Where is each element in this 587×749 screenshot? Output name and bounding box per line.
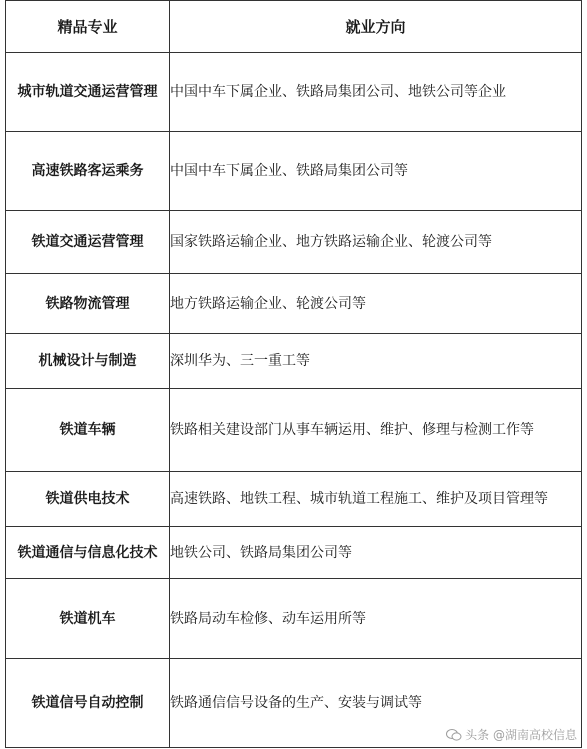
major-cell: 机械设计与制造 <box>6 334 170 389</box>
table-row <box>6 527 582 579</box>
direction-cell: 地方铁路运输企业、轮渡公司等 <box>170 274 582 334</box>
table-row <box>6 472 582 527</box>
major-cell: 铁道车辆 <box>6 389 170 472</box>
major-cell: 高速铁路客运乘务 <box>6 132 170 211</box>
direction-cell: 中国中车下属企业、铁路局集团公司等 <box>170 132 582 211</box>
watermark <box>446 726 577 743</box>
major-cell: 铁路物流管理 <box>6 274 170 334</box>
majors-table <box>5 0 582 748</box>
major-cell: 铁道交通运营管理 <box>6 211 170 274</box>
direction-cell: 国家铁路运输企业、地方铁路运输企业、轮渡公司等 <box>170 211 582 274</box>
major-cell: 铁道信号自动控制 <box>6 659 170 748</box>
table-row <box>6 389 582 472</box>
table-row <box>6 334 582 389</box>
table-row <box>6 53 582 132</box>
major-cell: 城市轨道交通运营管理 <box>6 53 170 132</box>
direction-cell: 铁路相关建设部门从事车辆运用、维护、修理与检测工作等 <box>170 389 582 472</box>
table-row <box>6 274 582 334</box>
header-row <box>6 1 582 53</box>
direction-cell: 中国中车下属企业、铁路局集团公司、地铁公司等企业 <box>170 53 582 132</box>
header-direction: 就业方向 <box>170 1 582 53</box>
wechat-icon <box>446 728 462 742</box>
header-major: 精品专业 <box>6 1 170 53</box>
table-row <box>6 132 582 211</box>
direction-cell: 高速铁路、地铁工程、城市轨道工程施工、维护及项目管理等 <box>170 472 582 527</box>
direction-cell: 铁路局动车检修、动车运用所等 <box>170 579 582 659</box>
direction-cell: 铁路通信信号设备的生产、安装与调试等 <box>170 659 582 748</box>
major-cell: 铁道通信与信息化技术 <box>6 527 170 579</box>
major-cell: 铁道供电技术 <box>6 472 170 527</box>
table-row <box>6 211 582 274</box>
direction-cell: 地铁公司、铁路局集团公司等 <box>170 527 582 579</box>
direction-cell: 深圳华为、三一重工等 <box>170 334 582 389</box>
table-row <box>6 579 582 659</box>
watermark-text: 头条 @湖南高校信息 <box>465 728 577 742</box>
major-cell: 铁道机车 <box>6 579 170 659</box>
